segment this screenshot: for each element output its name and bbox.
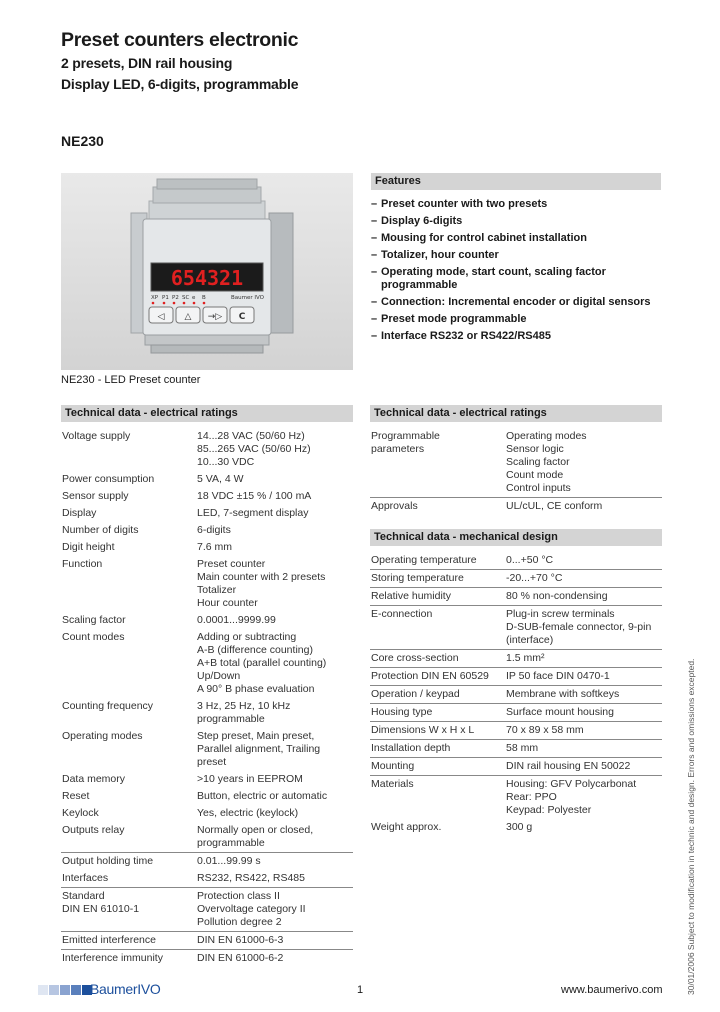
spec-value: [196, 522, 353, 539]
spec-value-line: A 90° B phase evaluation: [197, 683, 315, 695]
spec-row: [370, 498, 662, 516]
feature-item: – Preset mode programmable: [371, 313, 661, 326]
subtitle-1: 2 presets, DIN rail housing: [61, 55, 233, 71]
spec-label: Count modes: [62, 631, 125, 643]
spec-row: [61, 822, 353, 853]
spec-value-line: 1.5 mm²: [506, 652, 545, 664]
spec-row: [61, 728, 353, 771]
spec-value: [505, 704, 662, 722]
feature-item: – Mousing for control cabinet installation: [371, 232, 661, 245]
spec-value-line: Rear: PPO: [506, 791, 557, 803]
indicator-label: XP: [151, 295, 159, 301]
spec-value: [196, 428, 353, 471]
spec-value-line: Step preset, Main preset,: [197, 730, 315, 742]
spec-label: Scaling factor: [62, 614, 126, 626]
spec-label: Storing temperature: [370, 570, 505, 588]
spec-row: [370, 552, 662, 570]
spec-label: Housing type: [370, 704, 505, 722]
feature-item: – Connection: Incremental encoder or digital sensors: [371, 296, 661, 309]
spec-value-line: Main counter with 2 presets: [197, 571, 326, 583]
spec-value-line: DIN rail housing EN 50022: [506, 760, 631, 772]
spec-value-line: 0.0001...9999.99: [197, 614, 276, 626]
spec-value: [505, 758, 662, 776]
spec-value-line: Count mode: [506, 469, 564, 481]
spec-row: [61, 556, 353, 612]
key-left: ◁: [157, 312, 165, 322]
brand-suffix: IVO: [137, 981, 161, 997]
spec-value-line: Protection class II: [197, 890, 280, 902]
key-clear: C: [238, 312, 246, 322]
spec-row: [61, 870, 353, 888]
spec-value: [505, 740, 662, 758]
spec-value: [505, 668, 662, 686]
spec-label: Reset: [62, 790, 90, 802]
spec-value: [505, 686, 662, 704]
mechanical-table: [370, 552, 662, 836]
spec-label: Operation / keypad: [370, 686, 505, 704]
brand-name: Baumer: [90, 981, 138, 997]
feature-item: – Totalizer, hour counter: [371, 249, 661, 262]
spec-value-line: 5 VA, 4 W: [197, 473, 244, 485]
spec-value-line: 300 g: [506, 821, 533, 833]
spec-value: [505, 650, 662, 668]
page-title: Preset counters electronic: [61, 29, 299, 51]
spec-value: [505, 570, 662, 588]
spec-value-line: 10...30 VDC: [197, 456, 255, 468]
spec-label: Core cross-section: [370, 650, 505, 668]
spec-label: Emitted interference: [61, 932, 196, 950]
spec-value-line: Adding or subtracting: [197, 631, 297, 643]
spec-value-line: Normally open or closed,: [197, 824, 314, 836]
spec-value: [196, 932, 353, 950]
spec-value-line: >10 years in EEPROM: [197, 773, 303, 785]
display-digits: 654321: [170, 266, 244, 290]
spec-value: [196, 870, 353, 888]
features-list: [371, 198, 661, 343]
spec-label: Digit height: [62, 541, 115, 553]
spec-label: Interference immunity: [61, 950, 196, 968]
spec-value: [196, 539, 353, 556]
spec-value: [196, 698, 353, 728]
electrical-ratings-left: [61, 405, 353, 967]
spec-row: [370, 722, 662, 740]
spec-row: [370, 570, 662, 588]
spec-row: [370, 819, 662, 836]
spec-value-line: 70 x 89 x 58 mm: [506, 724, 584, 736]
spec-row: [61, 771, 353, 788]
spec-row: [370, 704, 662, 722]
spec-value: [505, 776, 662, 820]
spec-value-line: 18 VDC ±15 % / 100 mA: [197, 490, 312, 502]
spec-label: Voltage supply: [62, 430, 131, 442]
spec-value-line: A-B (difference counting): [197, 644, 313, 656]
spec-value: [196, 805, 353, 822]
spec-value: [505, 606, 662, 650]
spec-row: [370, 776, 662, 820]
spec-value-line: Control inputs: [506, 482, 571, 494]
spec-row: [370, 668, 662, 686]
spec-row: [370, 428, 662, 498]
spec-row: [61, 505, 353, 522]
spec-label: Outputs relay: [62, 824, 125, 836]
spec-row: [61, 788, 353, 805]
spec-label: Output holding time: [61, 853, 196, 871]
spec-value: [196, 629, 353, 698]
mechanical-heading: Technical data - mechanical design: [370, 529, 662, 546]
spec-value-line: Plug-in screw terminals: [506, 608, 615, 620]
spec-row: [370, 588, 662, 606]
spec-label: Keylock: [62, 807, 99, 819]
key-up: △: [184, 312, 192, 322]
electrical-heading-left: Technical data - electrical ratings: [61, 405, 353, 422]
spec-label: Materials: [370, 776, 505, 820]
spec-label: E-connection: [370, 606, 505, 650]
spec-value-line: Scaling factor: [506, 456, 570, 468]
feature-item: – Operating mode, start count, scaling factor programmable: [371, 266, 661, 292]
spec-row: [61, 471, 353, 488]
spec-value-line: Button, electric or automatic: [197, 790, 328, 802]
spec-value: [505, 588, 662, 606]
spec-value-line: Overvoltage category II: [197, 903, 306, 915]
feature-item: – Preset counter with two presets: [371, 198, 661, 211]
key-enter: →▷: [207, 312, 223, 322]
spec-value-line: programmable: [197, 837, 265, 849]
spec-value-line: Up/Down: [197, 670, 241, 682]
spec-value-line: 6-digits: [197, 524, 231, 536]
indicator-label: e: [192, 295, 196, 301]
spec-label: Counting frequency: [62, 700, 154, 712]
spec-row: [61, 612, 353, 629]
spec-label: Function: [62, 558, 103, 570]
spec-row: [370, 606, 662, 650]
spec-value: [196, 888, 353, 932]
spec-value-line: D-SUB-female connector, 9-pin: [506, 621, 652, 633]
spec-value-line: A+B total (parallel counting): [197, 657, 327, 669]
features-heading: Features: [371, 173, 661, 190]
side-note: 30/01/2006 Subject to modification in technic and design. Errors and omissions excepted.: [686, 658, 696, 995]
product-photo: [61, 173, 353, 370]
subtitle-2: Display LED, 6-digits, programmable: [61, 76, 299, 92]
spec-value: [196, 771, 353, 788]
spec-value-line: 0.01...99.99 s: [197, 855, 261, 867]
spec-row: [61, 932, 353, 950]
spec-value-line: Sensor logic: [506, 443, 564, 455]
spec-value-line: RS232, RS422, RS485: [197, 872, 305, 884]
spec-value-line: Preset counter: [197, 558, 266, 570]
spec-value-line: Hour counter: [197, 597, 258, 609]
spec-label: Dimensions W x H x L: [370, 722, 505, 740]
spec-value-line: Housing: GFV Polycarbonat: [506, 778, 637, 790]
spec-value-line: Surface mount housing: [506, 706, 614, 718]
spec-row: [370, 650, 662, 668]
spec-value-line: programmable: [197, 713, 265, 725]
spec-row: [61, 428, 353, 471]
mechanical-design: [370, 529, 662, 836]
footer-url[interactable]: www.baumerivo.com: [561, 984, 663, 996]
spec-value-line: 7.6 mm: [197, 541, 233, 553]
spec-value-line: 3 Hz, 25 Hz, 10 kHz: [197, 700, 291, 712]
feature-item: – Display 6-digits: [371, 215, 661, 228]
spec-value: [196, 822, 353, 853]
spec-label: Protection DIN EN 60529: [370, 668, 505, 686]
spec-value: [505, 722, 662, 740]
spec-row: [61, 539, 353, 556]
spec-value-line: LED, 7-segment display: [197, 507, 309, 519]
spec-label: Standard DIN EN 61010-1: [61, 888, 196, 932]
spec-value-line: Operating modes: [506, 430, 587, 442]
spec-value-line: Parallel alignment, Trailing: [197, 743, 321, 755]
spec-value: [196, 488, 353, 505]
spec-value: [196, 505, 353, 522]
spec-row: [370, 740, 662, 758]
spec-row: [61, 522, 353, 539]
electrical-ratings-right: [370, 405, 662, 515]
spec-value-line: 0...+50 °C: [506, 554, 554, 566]
spec-row: [61, 950, 353, 968]
spec-value: [196, 950, 353, 968]
spec-value-line: IP 50 face DIN 0470-1: [506, 670, 610, 682]
spec-label: Data memory: [62, 773, 126, 785]
spec-value-line: Membrane with softkeys: [506, 688, 620, 700]
electrical-table-left: [61, 428, 353, 967]
spec-value: [196, 728, 353, 771]
photo-caption: NE230 - LED Preset counter: [61, 374, 201, 386]
spec-value-line: -20...+70 °C: [506, 572, 563, 584]
spec-value: [505, 552, 662, 570]
spec-label: Operating temperature: [371, 554, 477, 566]
spec-value-line: Totalizer: [197, 584, 237, 596]
spec-value-line: Yes, electric (keylock): [197, 807, 299, 819]
page-number: 1: [357, 984, 364, 996]
spec-label: Display: [62, 507, 97, 519]
spec-value-line: Keypad: Polyester: [506, 804, 592, 816]
spec-row: [61, 888, 353, 932]
spec-row: [370, 758, 662, 776]
spec-value-line: 58 mm: [506, 742, 539, 754]
spec-label: Approvals: [370, 498, 505, 516]
device-brand-label: Baumer IVO: [231, 295, 264, 301]
spec-value: [196, 471, 353, 488]
spec-value: [505, 498, 662, 516]
feature-item: – Interface RS232 or RS422/RS485: [371, 330, 661, 343]
spec-value-line: 14...28 VAC (50/60 Hz): [197, 430, 305, 442]
features-section: [371, 173, 661, 347]
spec-value: [196, 556, 353, 612]
spec-value: [196, 853, 353, 871]
indicator-label: B: [202, 295, 206, 301]
spec-row: [61, 698, 353, 728]
spec-value-line: preset: [197, 756, 227, 768]
spec-label: Installation depth: [370, 740, 505, 758]
spec-label: Interfaces: [62, 872, 109, 884]
indicator-label: P2: [172, 295, 179, 301]
spec-row: [61, 805, 353, 822]
spec-row: [61, 629, 353, 698]
spec-value-line: Pollution degree 2: [197, 916, 282, 928]
spec-label: Mounting: [370, 758, 505, 776]
spec-value-line: 85...265 VAC (50/60 Hz): [197, 443, 311, 455]
spec-label: Power consumption: [62, 473, 155, 485]
spec-label: Programmable parameters: [371, 430, 440, 455]
spec-value-line: 80 % non-condensing: [506, 590, 608, 602]
spec-value: [505, 819, 662, 836]
counter-device-illustration: [61, 173, 353, 370]
spec-value: [196, 788, 353, 805]
spec-label: Relative humidity: [370, 588, 505, 606]
spec-label: Number of digits: [62, 524, 139, 536]
electrical-table-right: [370, 428, 662, 515]
spec-label: Sensor supply: [62, 490, 129, 502]
spec-value-line: DIN EN 61000-6-3: [197, 934, 284, 946]
footer-brand-logo: [90, 981, 160, 997]
spec-value-line: (interface): [506, 634, 554, 646]
spec-row: [61, 488, 353, 505]
spec-value-line: DIN EN 61000-6-2: [197, 952, 284, 964]
spec-value-line: UL/cUL, CE conform: [506, 500, 603, 512]
spec-value: [505, 428, 662, 498]
indicator-label: SC: [182, 295, 190, 301]
indicator-label: P1: [162, 295, 169, 301]
spec-value: [196, 612, 353, 629]
spec-row: [370, 686, 662, 704]
spec-label: Operating modes: [62, 730, 143, 742]
spec-row: [61, 853, 353, 871]
electrical-heading-right: Technical data - electrical ratings: [370, 405, 662, 422]
spec-label: Weight approx.: [371, 821, 442, 833]
model-number: NE230: [61, 133, 104, 149]
